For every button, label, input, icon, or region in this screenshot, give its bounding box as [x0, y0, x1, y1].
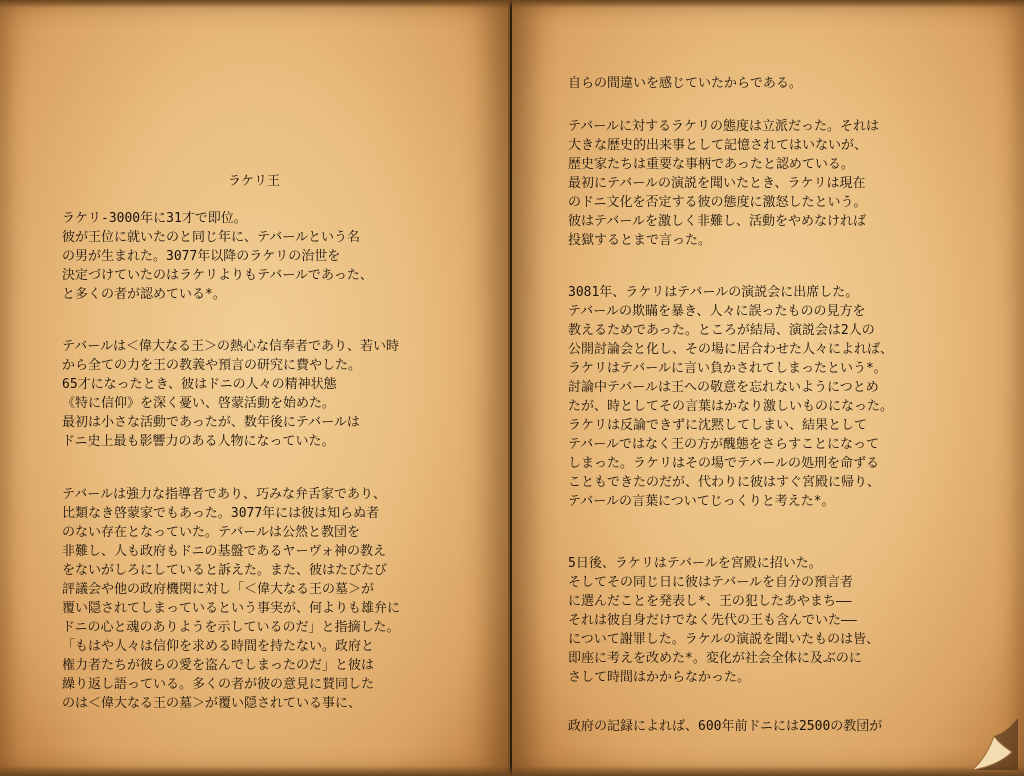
left-paragraph-2: テバールは＜偉大なる王＞の熱心な信奉者であり、若い時 から全ての力を王の教義や預言の研究に費やした。 65才になったとき、彼はドニの人々の精神状態 《特に信仰》を深く憂い、啓蒙活動を始めた。 最初は小さな活動であったが、数年後にテバールは ドニ史上最も影響力のある人物になっていた。: [62, 339, 399, 449]
left-paragraph-3: テバールは強力な指導者であり、巧みな弁舌家であり、 比類なき啓蒙家でもあった。3077年には彼は知らぬ者 のない存在となっていた。テバールは公然と教団を 非難し、人も政府もドニの基盤であるヤーヴォ神の教え をないがしろにしていると訴えた。また、彼はたびたび 評議会や他の政府機関に対し「＜偉大なる王の墓＞が 覆い隠されてしまっているという事実が、何よりも雄弁に ドニの心と魂のありようを示しているのだ」と指摘した。 「もはや人々は信仰を求める時間を持たない。政府と 権力者たちが彼らの愛を盗んでしまったのだ」と彼は 繰り返し語っている。多くの者が彼の意見に賛同した のは＜偉大なる王の墓＞が覆い隠されている事に、: [62, 487, 401, 711]
right-paragraph-5: 政府の記録によれば、600年前ドニには2500の教団が: [568, 719, 883, 734]
page-curl-icon[interactable]: [972, 718, 1018, 770]
chapter-title: ラケリ王: [228, 174, 281, 189]
right-paragraph-2: テバールに対するラケリの態度は立派だった。それは 大きな歴史的出来事として記憶されてはいないが、 歴史家たちは重要な事柄であったと認めている。 最初にテバールの演説を聞いたとき、ラケリは現在 のドニ文化を否定する彼の態度に激怒したという。 彼はテバールを激しく非難し、活動をやめなければ 投獄するとまで言った。: [568, 119, 879, 248]
page-edge-top: [0, 0, 1024, 8]
right-page[interactable]: [512, 0, 1024, 776]
right-paragraph-3: 3081年、ラケリはテバールの演説会に出席した。 テバールの欺瞞を暴き、人々に誤ったものの見方を 教えるためであった。ところが結局、演説会は2人の 公開討論会と化し、その場に居合わせた人々によれば、 ラケリはテバールに言い負かされてしまったという*。 討論中テバールは王への敬意を忘れないようにつとめ たが、時としてその言葉はかなり激しいものになった。 ラケリは反論できずに沈黙してしまい、結果として テバールではなく王の方が醜態をさらすことになって しまった。ラケリはその場でテバールの処刑を命ずる こともできたのだが、代わりに彼はすぐ宮殿に帰り、 テバールの言葉についてじっくりと考えた*。: [568, 285, 894, 509]
right-paragraph-4: 5日後、ラケリはテバールを宮殿に招いた。 そしてその同じ日に彼はテバールを自分の預言者 に選んだことを発表し*、王の犯したあやまち―― それは彼自身だけでなく先代の王も含んでいた―― について謝罪した。ラケルの演説を聞いたものは皆、 即座に考えを改めた*。変化が社会全体に及ぶのに さして時間はかからなかった。: [568, 556, 880, 685]
left-paragraph-1: ラケリ-3000年に31才で即位。 彼が王位に就いたのと同じ年に、テバールという名 の男が生まれた。3077年以降のラケリの治世を 決定づけていたのはラケリよりもテバールであった、 と多くの者が認めている*。: [62, 211, 373, 302]
left-page[interactable]: [0, 0, 510, 776]
page-edge-bottom: [0, 766, 1024, 776]
right-paragraph-1: 自らの間違いを感じていたからである。: [568, 76, 802, 91]
